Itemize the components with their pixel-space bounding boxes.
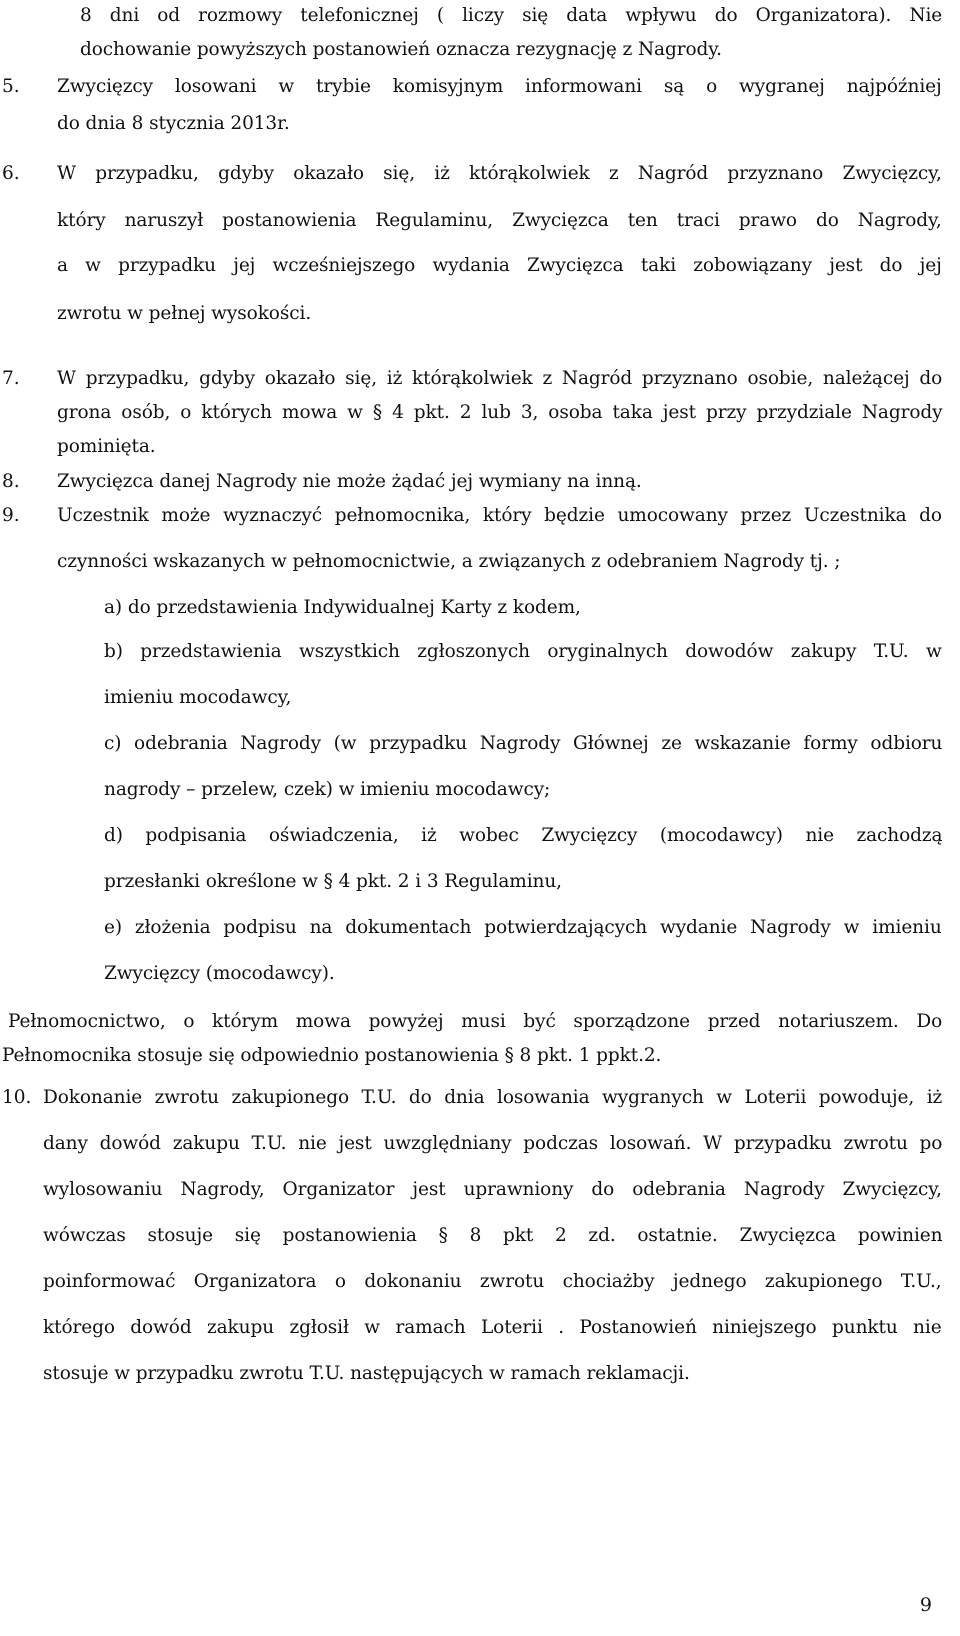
text-line: Pełnomocnictwo, o którym mowa powyżej musi być sporządzone przed notariuszem. Do xyxy=(8,1011,943,1032)
text-line: W przypadku, gdyby okazało się, iż którąkolwiek z Nagród przyznano osobie, należącej do xyxy=(57,368,943,389)
text-line: czynności wskazanych w pełnomocnictwie, a związanych z odebraniem Nagrody tj. ; xyxy=(57,551,841,572)
item-number-6: 6. xyxy=(2,163,20,184)
item-number-9: 9. xyxy=(2,505,20,526)
text-line: poinformować Organizatora o dokonaniu zwrotu chociażby jednego zakupionego T.U., xyxy=(43,1271,942,1292)
text-line: Dokonanie zwrotu zakupionego T.U. do dnia losowania wygranych w Loterii powoduje, iż xyxy=(43,1087,943,1108)
text-line: nagrody – przelew, czek) w imieniu mocodawcy; xyxy=(104,779,551,800)
text-line: a w przypadku jej wcześniejszego wydania Zwycięzca taki zobowiązany jest do jej xyxy=(57,255,942,276)
text-line: wówczas stosuje się postanowienia § 8 pkt 2 zd. ostatnie. Zwycięzca powinien xyxy=(43,1225,943,1246)
text-line: do dnia 8 stycznia 2013r. xyxy=(57,113,290,134)
item-number-8: 8. xyxy=(2,471,20,492)
text-line: d) podpisania oświadczenia, iż wobec Zwycięzcy (mocodawcy) nie zachodzą xyxy=(104,825,943,846)
text-line: dochowanie powyższych postanowień oznacza rezygnację z Nagrody. xyxy=(80,39,722,60)
text-line: b) przedstawienia wszystkich zgłoszonych oryginalnych dowodów zakupy T.U. w xyxy=(104,641,942,662)
item-number-7: 7. xyxy=(2,368,20,389)
text-line: c) odebrania Nagrody (w przypadku Nagrody Głównej ze wskazanie formy odbioru xyxy=(104,733,943,754)
text-line: a) do przedstawienia Indywidualnej Karty z kodem, xyxy=(104,597,581,618)
text-line: wylosowaniu Nagrody, Organizator jest uprawniony do odebrania Nagrody Zwycięzcy, xyxy=(43,1179,942,1200)
text-line: stosuje w przypadku zwrotu T.U. następujących w ramach reklamacji. xyxy=(43,1363,690,1384)
text-line: Zwycięzca danej Nagrody nie może żądać jej wymiany na inną. xyxy=(57,471,642,492)
text-line: przesłanki określone w § 4 pkt. 2 i 3 Regulaminu, xyxy=(104,871,562,892)
item-number-10: 10. xyxy=(2,1087,32,1108)
text-line: zwrotu w pełnej wysokości. xyxy=(57,303,312,324)
page-number: 9 xyxy=(919,1594,932,1616)
text-line: W przypadku, gdyby okazało się, iż którąkolwiek z Nagród przyznano Zwycięzcy, xyxy=(57,163,942,184)
text-line: imieniu mocodawcy, xyxy=(104,687,292,708)
text-line: którego dowód zakupu zgłosił w ramach Loterii . Postanowień niniejszego punktu nie xyxy=(43,1317,942,1338)
text-line: Zwycięzcy losowani w trybie komisyjnym informowani są o wygranej najpóźniej xyxy=(57,76,942,97)
text-line: Pełnomocnika stosuje się odpowiednio postanowienia § 8 pkt. 1 ppkt.2. xyxy=(2,1045,662,1066)
text-line: Zwycięzcy (mocodawcy). xyxy=(104,963,335,984)
text-line: 8 dni od rozmowy telefonicznej ( liczy się data wpływu do Organizatora). Nie xyxy=(80,5,943,26)
text-line: dany dowód zakupu T.U. nie jest uwzględniany podczas losowań. W przypadku zwrotu po xyxy=(43,1133,943,1154)
text-line: pominięta. xyxy=(57,436,156,457)
text-line: grona osób, o których mowa w § 4 pkt. 2 lub 3, osoba taka jest przy przydziale Nagrody xyxy=(57,402,943,423)
text-line: e) złożenia podpisu na dokumentach potwierdzających wydanie Nagrody w imieniu xyxy=(104,917,942,938)
text-line: Uczestnik może wyznaczyć pełnomocnika, który będzie umocowany przez Uczestnika do xyxy=(57,505,942,526)
item-number-5: 5. xyxy=(2,76,20,97)
text-line: który naruszył postanowienia Regulaminu, Zwycięzca ten traci prawo do Nagrody, xyxy=(57,210,942,231)
